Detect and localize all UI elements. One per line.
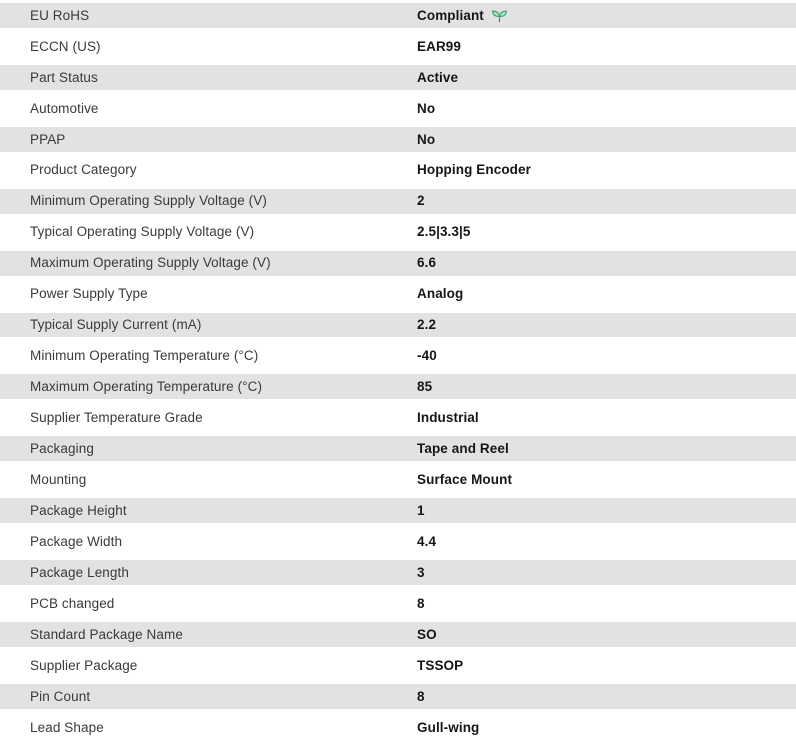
spec-row <box>0 31 796 62</box>
spec-value-text: SO <box>417 626 437 642</box>
spec-row <box>0 124 796 155</box>
spec-row <box>0 279 796 310</box>
spec-label: Pin Count <box>30 688 91 704</box>
spec-value <box>417 102 796 116</box>
spec-row <box>0 0 796 31</box>
spec-value-text: Industrial <box>417 410 479 426</box>
spec-value-text: 2.2 <box>417 317 437 333</box>
spec-value <box>417 690 796 704</box>
spec-value <box>417 8 796 23</box>
spec-value <box>417 225 796 239</box>
spec-value-text: Hopping Encoder <box>417 162 531 178</box>
spec-value-text: EAR99 <box>417 38 462 54</box>
spec-row <box>0 371 796 402</box>
spec-value-text: Surface Mount <box>417 472 513 488</box>
spec-value <box>417 194 796 208</box>
spec-value <box>417 411 796 425</box>
spec-row <box>0 402 796 433</box>
spec-row <box>0 217 796 248</box>
spec-value <box>417 659 796 673</box>
spec-row <box>0 712 796 743</box>
spec-value <box>417 163 796 177</box>
spec-label: Packaging <box>30 441 94 457</box>
spec-row <box>0 310 796 341</box>
spec-label: Minimum Operating Temperature (°C) <box>30 348 259 364</box>
spec-value <box>417 535 796 549</box>
spec-label: ECCN (US) <box>30 38 101 54</box>
spec-value <box>417 628 796 642</box>
leaf-icon[interactable] <box>491 8 508 23</box>
spec-label: Maximum Operating Supply Voltage (V) <box>30 255 271 271</box>
spec-label: Automotive <box>30 100 99 116</box>
spec-value <box>417 133 796 147</box>
spec-value-text: 85 <box>417 379 433 395</box>
spec-value-text: Tape and Reel <box>417 441 509 457</box>
spec-row <box>0 588 796 619</box>
spec-value-text: Compliant <box>417 7 484 23</box>
spec-row <box>0 186 796 217</box>
spec-label: Part Status <box>30 69 98 85</box>
spec-label: Supplier Package <box>30 657 138 673</box>
spec-value-text: 1 <box>417 502 425 518</box>
spec-value <box>417 318 796 332</box>
spec-value-text: 2.5|3.3|5 <box>417 224 471 240</box>
spec-row <box>0 93 796 124</box>
spec-value-text: No <box>417 100 436 116</box>
spec-value-text: -40 <box>417 348 437 364</box>
spec-value <box>417 504 796 518</box>
spec-label: PCB changed <box>30 595 115 611</box>
spec-row <box>0 681 796 712</box>
spec-value <box>417 40 796 54</box>
spec-row <box>0 155 796 186</box>
spec-value-text: TSSOP <box>417 657 464 673</box>
spec-row <box>0 619 796 650</box>
spec-value <box>417 287 796 301</box>
spec-row <box>0 340 796 371</box>
spec-label: Typical Supply Current (mA) <box>30 317 202 333</box>
spec-label: Package Height <box>30 502 127 518</box>
spec-label: Package Width <box>30 533 123 549</box>
spec-value-text: No <box>417 131 436 147</box>
spec-row <box>0 433 796 464</box>
spec-value <box>417 380 796 394</box>
spec-label: PPAP <box>30 131 66 147</box>
spec-row <box>0 495 796 526</box>
spec-value <box>417 566 796 580</box>
spec-value <box>417 597 796 611</box>
spec-value <box>417 442 796 456</box>
spec-value <box>417 71 796 85</box>
spec-row <box>0 248 796 279</box>
spec-label: Maximum Operating Temperature (°C) <box>30 379 263 395</box>
spec-value-text: 2 <box>417 193 425 209</box>
spec-row <box>0 557 796 588</box>
spec-value <box>417 473 796 487</box>
spec-row <box>0 464 796 495</box>
spec-row <box>0 526 796 557</box>
spec-value <box>417 721 796 735</box>
spec-label: Product Category <box>30 162 137 178</box>
spec-value <box>417 349 796 363</box>
spec-value <box>417 256 796 270</box>
spec-label: Minimum Operating Supply Voltage (V) <box>30 193 267 209</box>
spec-value-text: 4.4 <box>417 533 437 549</box>
spec-label: Supplier Temperature Grade <box>30 410 203 426</box>
spec-value-text: Gull-wing <box>417 719 480 735</box>
spec-label: Standard Package Name <box>30 626 183 642</box>
spec-label: Power Supply Type <box>30 286 148 302</box>
spec-label: EU RoHS <box>30 7 90 23</box>
spec-value-text: 6.6 <box>417 255 437 271</box>
spec-value-text: 8 <box>417 595 425 611</box>
spec-label: Typical Operating Supply Voltage (V) <box>30 224 255 240</box>
spec-value-text: Analog <box>417 286 464 302</box>
spec-value-text: Active <box>417 69 459 85</box>
spec-value-text: 8 <box>417 688 425 704</box>
spec-label: Lead Shape <box>30 719 104 735</box>
spec-value-text: 3 <box>417 564 425 580</box>
spec-row <box>0 650 796 681</box>
spec-label: Package Length <box>30 564 129 580</box>
spec-label: Mounting <box>30 472 87 488</box>
spec-row <box>0 62 796 93</box>
